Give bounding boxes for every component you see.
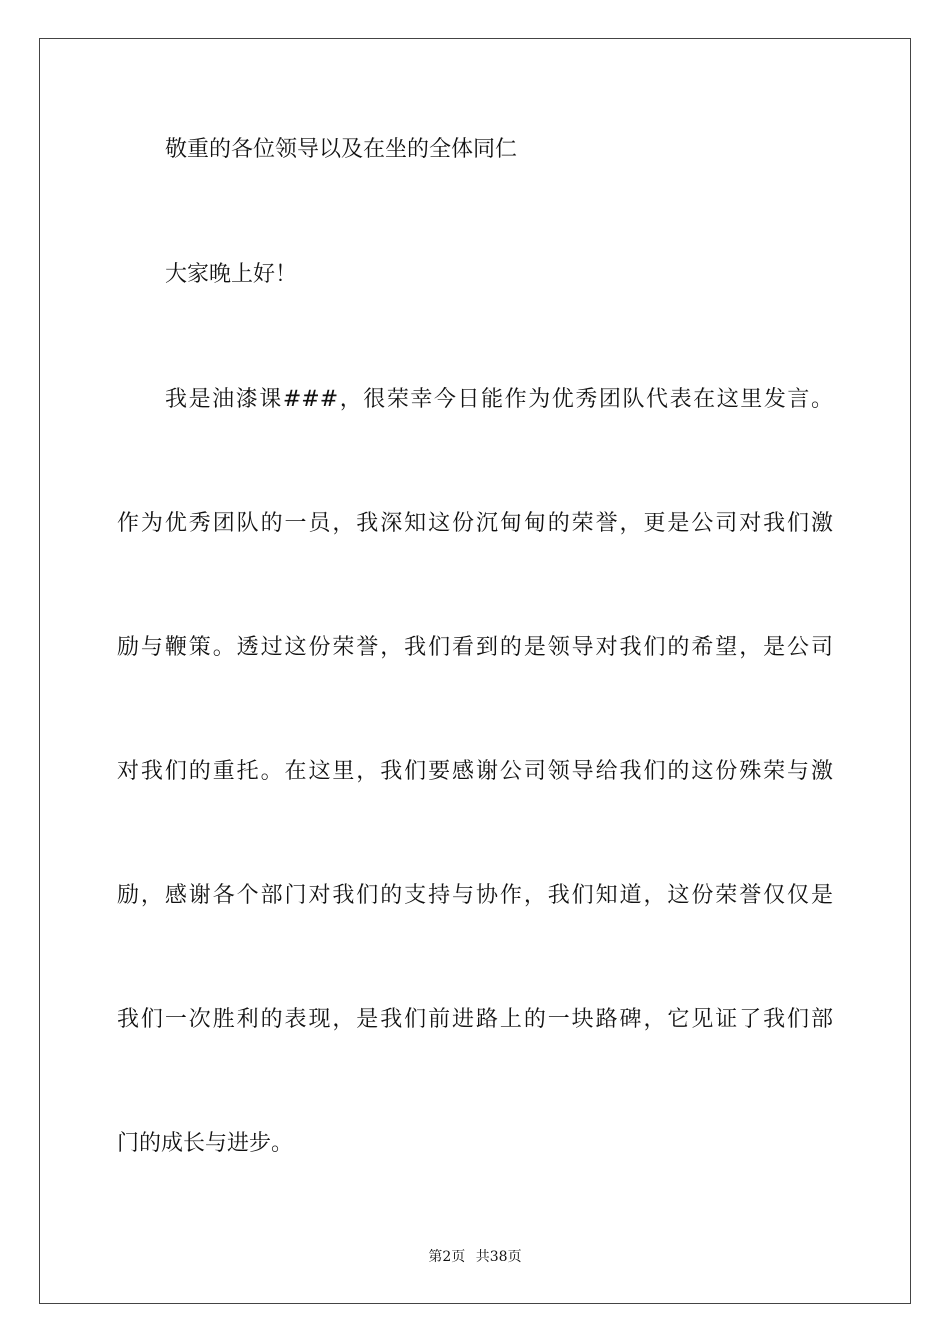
body-line: 我是油漆课###，很荣幸今日能作为优秀团队代表在这里发言。 [165, 387, 833, 412]
salutation-line: 敬重的各位领导以及在坐的全体同仁 [165, 137, 518, 162]
body-line: 我们一次胜利的表现，是我们前进路上的一块路碑，它见证了我们部 [117, 1007, 833, 1032]
body-line: 作为优秀团队的一员，我深知这份沉甸甸的荣誉，更是公司对我们激 [117, 511, 833, 536]
greeting-line: 大家晚上好！ [165, 262, 298, 287]
body-line-last: 门的成长与进步。 [117, 1131, 294, 1156]
body-line: 对我们的重托。在这里，我们要感谢公司领导给我们的这份殊荣与激 [117, 759, 833, 784]
body-line: 励，感谢各个部门对我们的支持与协作，我们知道，这份荣誉仅仅是 [117, 883, 833, 908]
page-border [39, 38, 911, 1304]
page-number: 第2页 [428, 1249, 466, 1265]
body-line: 励与鞭策。透过这份荣誉，我们看到的是领导对我们的希望，是公司 [117, 635, 833, 660]
page-total: 共38页 [475, 1249, 522, 1265]
page-footer [0, 1247, 950, 1267]
